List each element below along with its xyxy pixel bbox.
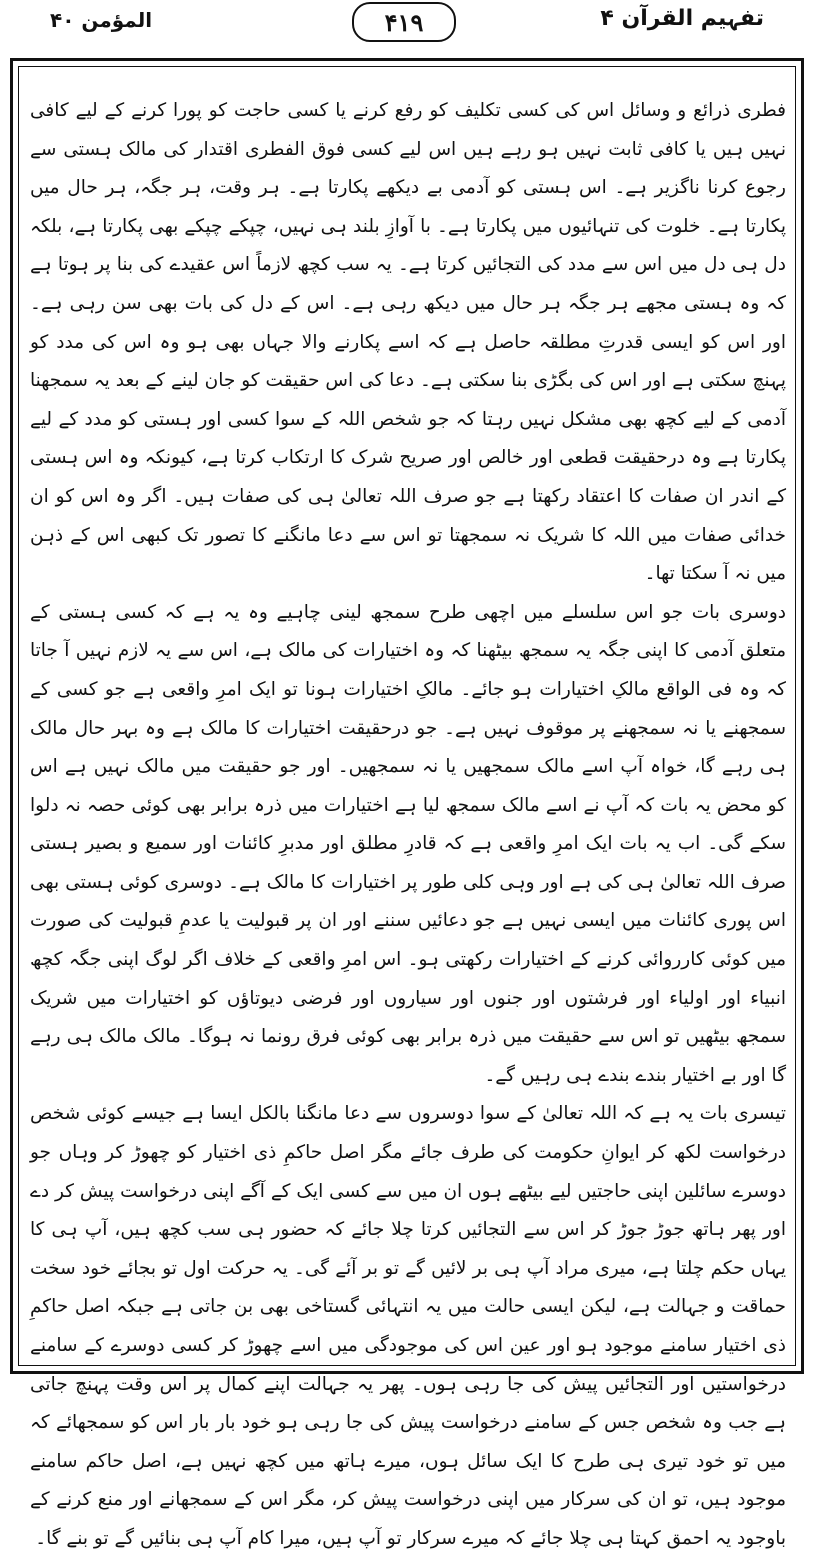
paragraph-2: دوسری بات جو اس سلسلے میں اچھی طرح سمجھ لینی چاہیے وہ یہ ہے کہ کسی ہستی کے متعلق آدمی کا اپنی جگہ یہ سمجھ بیٹھنا کہ وہ اختیارات کی مالک ہے، اس سے یہ لازم نہیں آ جاتا کہ وہ فی الواقع مالکِ اختیارات ہو جائے۔ مالکِ اختیارات ہونا تو ایک امرِ واقعی ہے جو کسی کے سمجھنے یا نہ سمجھنے پر موقوف نہیں ہے۔ جو درحقیقت اختیارات کا مالک ہے وہ بہر حال مالک ہی رہے گا، خواہ آپ اسے مالک سمجھیں یا نہ سمجھیں۔ اور جو حقیقت میں مالک نہیں ہے اس کو محض یہ بات کہ آپ نے اسے مالک سمجھ لیا ہے اختیارات میں ذرہ برابر بھی کوئی حصہ نہ دلوا سکے گی۔ اب یہ بات ایک امرِ واقعی ہے کہ قادرِ مطلق اور مدبرِ کائنات اور سمیع و بصیر ہستی صرف اللہ تعالیٰ ہی کی ہے اور وہی کلی طور پر اختیارات کا مالک ہے۔ دوسری کوئی ہستی بھی اس پوری کائنات میں ایسی نہیں ہے جو دعائیں سننے اور ان پر قبولیت یا عدمِ قبولیت کی صورت میں کوئی کارروائی کرنے کے اختیارات رکھتی ہو۔ اس امرِ واقعی کے خلاف اگر لوگ اپنی جگہ کچھ انبیاء اور اولیاء اور فرشتوں اور جنوں اور سیاروں اور فرضی دیوتاؤں کو اختیارات میں شریک سمجھ بیٹھیں تو اس سے حقیقت میں ذرہ برابر بھی کوئی فرق رونما نہ ہوگا۔ مالک مالک ہی رہے گا اور بے اختیار بندے بندے ہی رہیں گے۔ (30, 601, 786, 1086)
page-header (0, 0, 816, 64)
body-text (30, 92, 786, 1549)
page-number-badge (352, 2, 456, 42)
page-number: ۴۱۹ (384, 7, 424, 37)
surah-label: المؤمن ۴۰ (50, 8, 153, 32)
paragraph-3: تیسری بات یہ ہے کہ اللہ تعالیٰ کے سوا دوسروں سے دعا مانگنا بالکل ایسا ہے جیسے کوئی شخص درخواست لکھ کر ایوانِ حکومت کی طرف جائے مگر اصل حاکمِ ذی اختیار کو چھوڑ کر وہاں جو دوسرے سائلین اپنی حاجتیں لیے بیٹھے ہوں ان میں سے کسی ایک کے آگے اپنی درخواست پیش کر دے اور پھر ہاتھ جوڑ جوڑ کر اس سے التجائیں کرتا چلا جائے کہ حضور ہی سب کچھ ہیں، آپ ہی کا یہاں حکم چلتا ہے، میری مراد آپ ہی بر لائیں گے تو بر آئے گی۔ یہ حرکت اول تو بجائے خود سخت حماقت و جہالت ہے، لیکن ایسی حالت میں یہ انتہائی گستاخی بھی بن جاتی ہے جبکہ اصل حاکمِ ذی اختیار سامنے موجود ہو اور عین اس کی موجودگی میں اسے چھوڑ کر کسی دوسرے کے سامنے درخواستیں اور التجائیں پیش کی جا رہی ہوں۔ پھر یہ جہالت اپنے کمال پر اس وقت پہنچ جاتی ہے جب وہ شخص جس کے سامنے درخواست پیش کی جا رہی ہو خود بار بار اس کو سمجھائے کہ میں تو خود تیری ہی طرح کا ایک سائل ہوں، میرے ہاتھ میں کچھ نہیں ہے، اصل حاکم سامنے موجود ہیں، تو ان کی سرکار میں اپنی درخواست پیش کر، مگر اس کے سمجھانے اور منع کرنے کے باوجود یہ احمق کہتا ہی چلا جائے کہ میرے سرکار تو آپ ہیں، میرا کام آپ ہی بنائیں گے تو بنے گا۔ (30, 1103, 786, 1549)
book-title: تفہیم القرآن ۴ (600, 6, 764, 31)
paragraph-1: فطری ذرائع و وسائل اس کی کسی تکلیف کو رفع کرنے یا کسی حاجت کو پورا کرنے کے لیے کافی نہیں ہیں یا کافی ثابت نہیں ہو رہے ہیں اس لیے کسی فوق الفطری اقتدار کی مالک ہستی سے رجوع کرنا ناگزیر ہے۔ اس ہستی کو آدمی بے دیکھے پکارتا ہے۔ ہر وقت، ہر جگہ، ہر حال میں پکارتا ہے۔ خلوت کی تنہائیوں میں پکارتا ہے۔ با آوازِ بلند ہی نہیں، چپکے چپکے بھی پکارتا ہے، بلکہ دل ہی دل میں اس سے مدد کی التجائیں کرتا ہے۔ یہ سب کچھ لازماً اس عقیدے کی بنا پر ہوتا ہے کہ وہ ہستی مجھے ہر جگہ ہر حال میں دیکھ رہی ہے۔ اس کے دل کی بات بھی سن رہی ہے۔ اور اس کو ایسی قدرتِ مطلقہ حاصل ہے کہ اسے پکارنے والا جہاں بھی ہو وہ اس کی مدد کو پہنچ سکتی ہے اور اس کی بگڑی بنا سکتی ہے۔ دعا کی اس حقیقت کو جان لینے کے بعد یہ سمجھنا آدمی کے لیے کچھ بھی مشکل نہیں رہتا کہ جو شخص اللہ کے سوا کسی اور ہستی کو مدد کے لیے پکارتا ہے وہ درحقیقت قطعی اور خالص اور صریح شرک کا ارتکاب کرتا ہے، کیونکہ وہ اس ہستی کے اندر ان صفات کا اعتقاد رکھتا ہے جو صرف اللہ تعالیٰ ہی کی صفات ہیں۔ اگر وہ اس کو ان خدائی صفات میں اللہ کا شریک نہ سمجھتا تو اس سے دعا مانگنے کا تصور تک کبھی اس کے ذہن میں نہ آ سکتا تھا۔ (30, 100, 786, 585)
